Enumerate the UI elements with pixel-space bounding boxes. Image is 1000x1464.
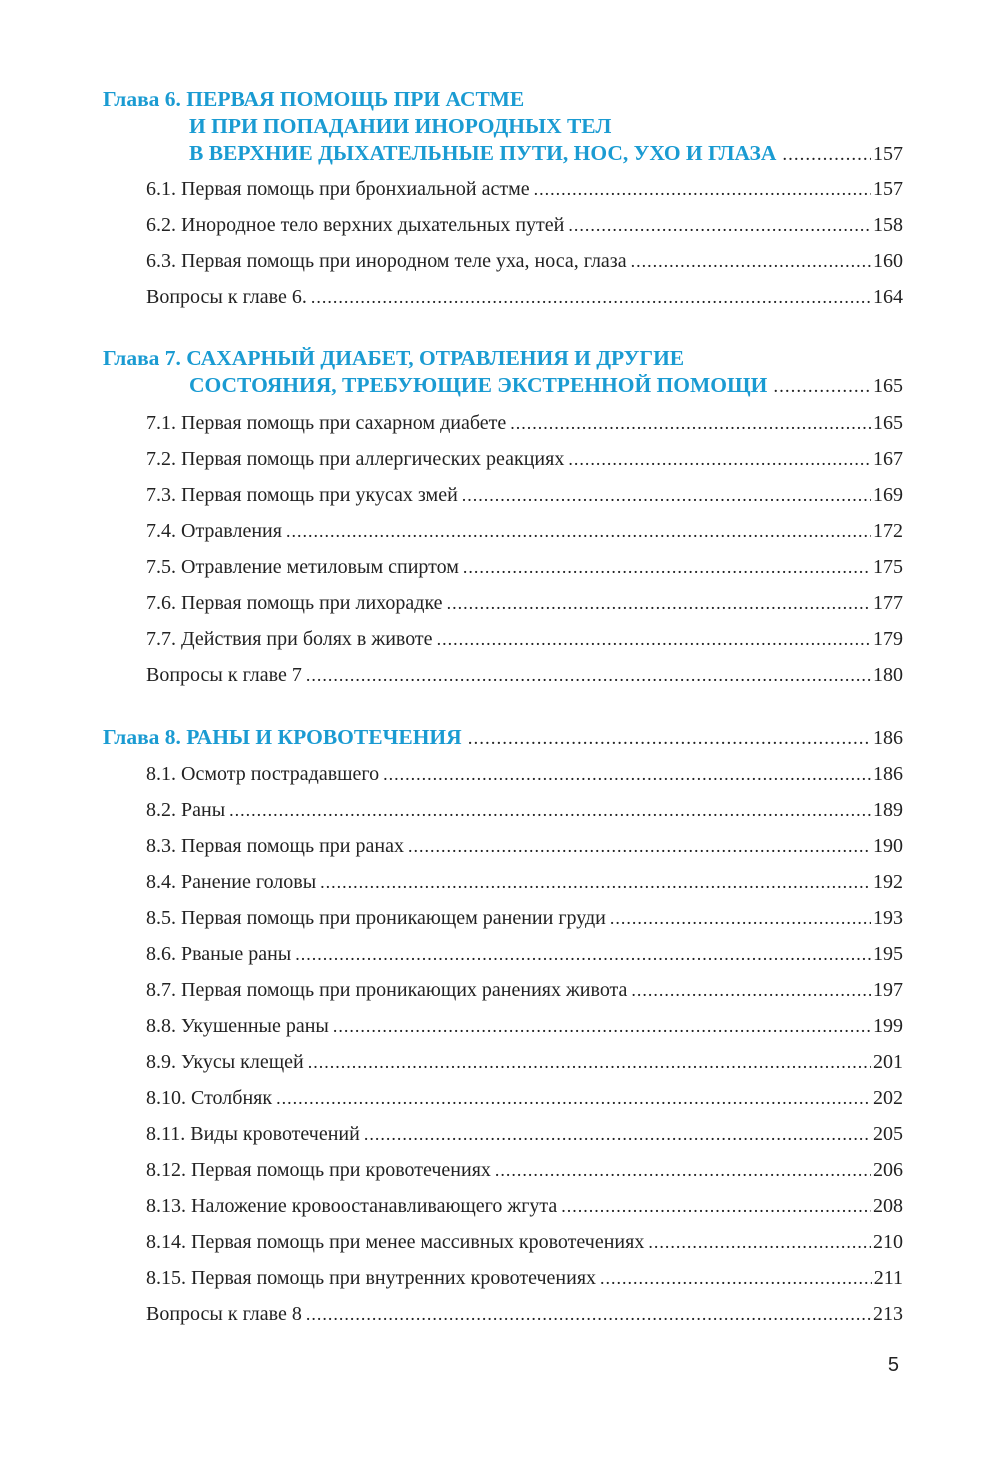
chapter-page-number: 157: [873, 143, 903, 165]
toc-entry: [146, 588, 903, 618]
toc-entry: [146, 903, 903, 933]
chapter-page-number: 186: [873, 727, 903, 749]
toc-entry: [146, 174, 903, 204]
chapter-heading-line: [103, 724, 903, 751]
entry-page-number: 199: [873, 1015, 903, 1037]
toc-entry: [146, 210, 903, 240]
entry-label: 8.6. Рваные раны: [146, 943, 292, 965]
chapter-8-heading: [103, 724, 903, 751]
dot-leader: [320, 867, 871, 897]
entry-label: Вопросы к главе 6.: [146, 286, 307, 308]
entry-page-number: 192: [873, 871, 903, 893]
toc-entry: [146, 795, 903, 825]
toc-entry: [146, 408, 903, 438]
dot-leader: [600, 1263, 872, 1293]
entry-page-number: 211: [873, 1267, 903, 1289]
page-number: 5: [887, 1354, 899, 1376]
dot-leader: [306, 1299, 871, 1329]
entry-page-number: 169: [873, 484, 903, 506]
entry-label: 8.7. Первая помощь при проникающих ранениях живота: [146, 979, 628, 1001]
dot-leader: [468, 725, 871, 752]
entry-page-number: 158: [873, 214, 903, 236]
entry-label: 8.11. Виды кровотечений: [146, 1123, 360, 1145]
toc-entry: [146, 759, 903, 789]
toc-entry: [146, 1083, 903, 1113]
entry-page-number: 197: [873, 979, 903, 1001]
toc-entry: [146, 282, 903, 312]
dot-leader: [495, 1155, 871, 1185]
dot-leader: [568, 210, 871, 240]
dot-leader: [631, 246, 871, 276]
toc-entry: [146, 975, 903, 1005]
chapter-heading-line: [103, 140, 903, 167]
toc-entry: [146, 660, 903, 690]
entry-label: 7.3. Первая помощь при укусах змей: [146, 484, 458, 506]
chapter-heading-line: [103, 372, 903, 399]
chapter-heading-line: Глава 6. ПЕРВАЯ ПОМОЩЬ ПРИ АСТМЕ: [103, 87, 525, 111]
entry-page-number: 172: [873, 520, 903, 542]
entry-page-number: 193: [873, 907, 903, 929]
toc-entry: [146, 444, 903, 474]
entry-page-number: 205: [873, 1123, 903, 1145]
dot-leader: [311, 282, 871, 312]
chapter-heading-text: СОСТОЯНИЯ, ТРЕБУЮЩИЕ ЭКСТРЕННОЙ ПОМОЩИ: [189, 373, 768, 397]
entry-page-number: 202: [873, 1087, 903, 1109]
dot-leader: [276, 1083, 871, 1113]
toc-entry: [146, 1119, 903, 1149]
chapter-7-heading: [103, 345, 903, 399]
entry-label: 8.10. Столбняк: [146, 1087, 273, 1109]
toc-entry: [146, 624, 903, 654]
chapter-6-heading: [103, 86, 903, 167]
dot-leader: [308, 1047, 871, 1077]
chapter-heading-line: И ПРИ ПОПАДАНИИ ИНОРОДНЫХ ТЕЛ: [189, 114, 612, 138]
entry-page-number: 179: [873, 628, 903, 650]
dot-leader: [561, 1191, 871, 1221]
entry-label: 8.15. Первая помощь при внутренних кровотечениях: [146, 1267, 597, 1289]
entry-label: 8.9. Укусы клещей: [146, 1051, 304, 1073]
dot-leader: [333, 1011, 871, 1041]
dot-leader: [782, 141, 871, 168]
toc-entry: [146, 1263, 903, 1293]
entry-label: 7.7. Действия при болях в животе: [146, 628, 433, 650]
chapter-page-number: 165: [873, 375, 903, 397]
entry-label: 6.3. Первая помощь при инородном теле уха, носа, глаза: [146, 250, 627, 272]
entry-page-number: 186: [873, 763, 903, 785]
entry-label: 7.2. Первая помощь при аллергических реакциях: [146, 448, 565, 470]
entry-page-number: 157: [873, 178, 903, 200]
dot-leader: [286, 516, 871, 546]
toc-entry: [146, 1155, 903, 1185]
entry-page-number: 208: [873, 1195, 903, 1217]
entry-page-number: 210: [873, 1231, 903, 1253]
dot-leader: [648, 1227, 871, 1257]
entry-label: 8.5. Первая помощь при проникающем ранении груди: [146, 907, 606, 929]
entry-label: 8.12. Первая помощь при кровотечениях: [146, 1159, 491, 1181]
entry-page-number: 180: [873, 664, 903, 686]
entry-label: 8.4. Ранение головы: [146, 871, 317, 893]
toc-entry: [146, 1191, 903, 1221]
dot-leader: [364, 1119, 871, 1149]
entry-page-number: 201: [873, 1051, 903, 1073]
dot-leader: [462, 480, 871, 510]
toc-entry: [146, 1011, 903, 1041]
entry-page-number: 167: [873, 448, 903, 470]
entry-label: 8.3. Первая помощь при ранах: [146, 835, 404, 857]
dot-leader: [463, 552, 871, 582]
dot-leader: [568, 444, 871, 474]
toc-entry: [146, 480, 903, 510]
entry-label: 8.1. Осмотр пострадавшего: [146, 763, 380, 785]
entry-label: Вопросы к главе 7: [146, 664, 302, 686]
toc-entry: [146, 552, 903, 582]
dot-leader: [295, 939, 871, 969]
dot-leader: [631, 975, 871, 1005]
chapter-heading-line: Глава 7. САХАРНЫЙ ДИАБЕТ, ОТРАВЛЕНИЯ И ДРУГИЕ: [103, 346, 685, 370]
dot-leader: [437, 624, 871, 654]
entry-page-number: 206: [873, 1159, 903, 1181]
toc-entry: [146, 867, 903, 897]
dot-leader: [534, 174, 871, 204]
dot-leader: [610, 903, 871, 933]
toc-entry: [146, 1227, 903, 1257]
toc-entry: [146, 831, 903, 861]
entry-page-number: 177: [873, 592, 903, 614]
entry-page-number: 160: [873, 250, 903, 272]
entry-page-number: 165: [873, 412, 903, 434]
toc-entry: [146, 246, 903, 276]
toc-entry: [146, 939, 903, 969]
dot-leader: [306, 660, 871, 690]
entry-page-number: 175: [873, 556, 903, 578]
entry-page-number: 195: [873, 943, 903, 965]
entry-page-number: 213: [873, 1303, 903, 1325]
entry-label: 7.1. Первая помощь при сахарном диабете: [146, 412, 507, 434]
dot-leader: [229, 795, 871, 825]
toc-entry: [146, 1047, 903, 1077]
dot-leader: [408, 831, 871, 861]
entry-label: Вопросы к главе 8: [146, 1303, 302, 1325]
entry-label: 8.2. Раны: [146, 799, 226, 821]
dot-leader: [383, 759, 871, 789]
toc-entry: [146, 516, 903, 546]
entry-label: 6.2. Инородное тело верхних дыхательных путей: [146, 214, 565, 236]
dot-leader: [773, 373, 871, 400]
entry-page-number: 189: [873, 799, 903, 821]
chapter-heading-text: Глава 8. РАНЫ И КРОВОТЕЧЕНИЯ: [103, 725, 462, 749]
toc-entry: [146, 1299, 903, 1329]
entry-page-number: 164: [873, 286, 903, 308]
dot-leader: [447, 588, 871, 618]
entry-label: 8.14. Первая помощь при менее массивных кровотечениях: [146, 1231, 645, 1253]
dot-leader: [510, 408, 871, 438]
chapter-heading-text: В ВЕРХНИЕ ДЫХАТЕЛЬНЫЕ ПУТИ, НОС, УХО И ГЛАЗА: [189, 141, 777, 165]
entry-label: 8.13. Наложение кровоостанавливающего жгута: [146, 1195, 558, 1217]
entry-label: 8.8. Укушенные раны: [146, 1015, 329, 1037]
entry-label: 7.4. Отравления: [146, 520, 282, 542]
entry-label: 7.5. Отравление метиловым спиртом: [146, 556, 459, 578]
entry-page-number: 190: [873, 835, 903, 857]
entry-label: 7.6. Первая помощь при лихорадке: [146, 592, 443, 614]
entry-label: 6.1. Первая помощь при бронхиальной астме: [146, 178, 530, 200]
